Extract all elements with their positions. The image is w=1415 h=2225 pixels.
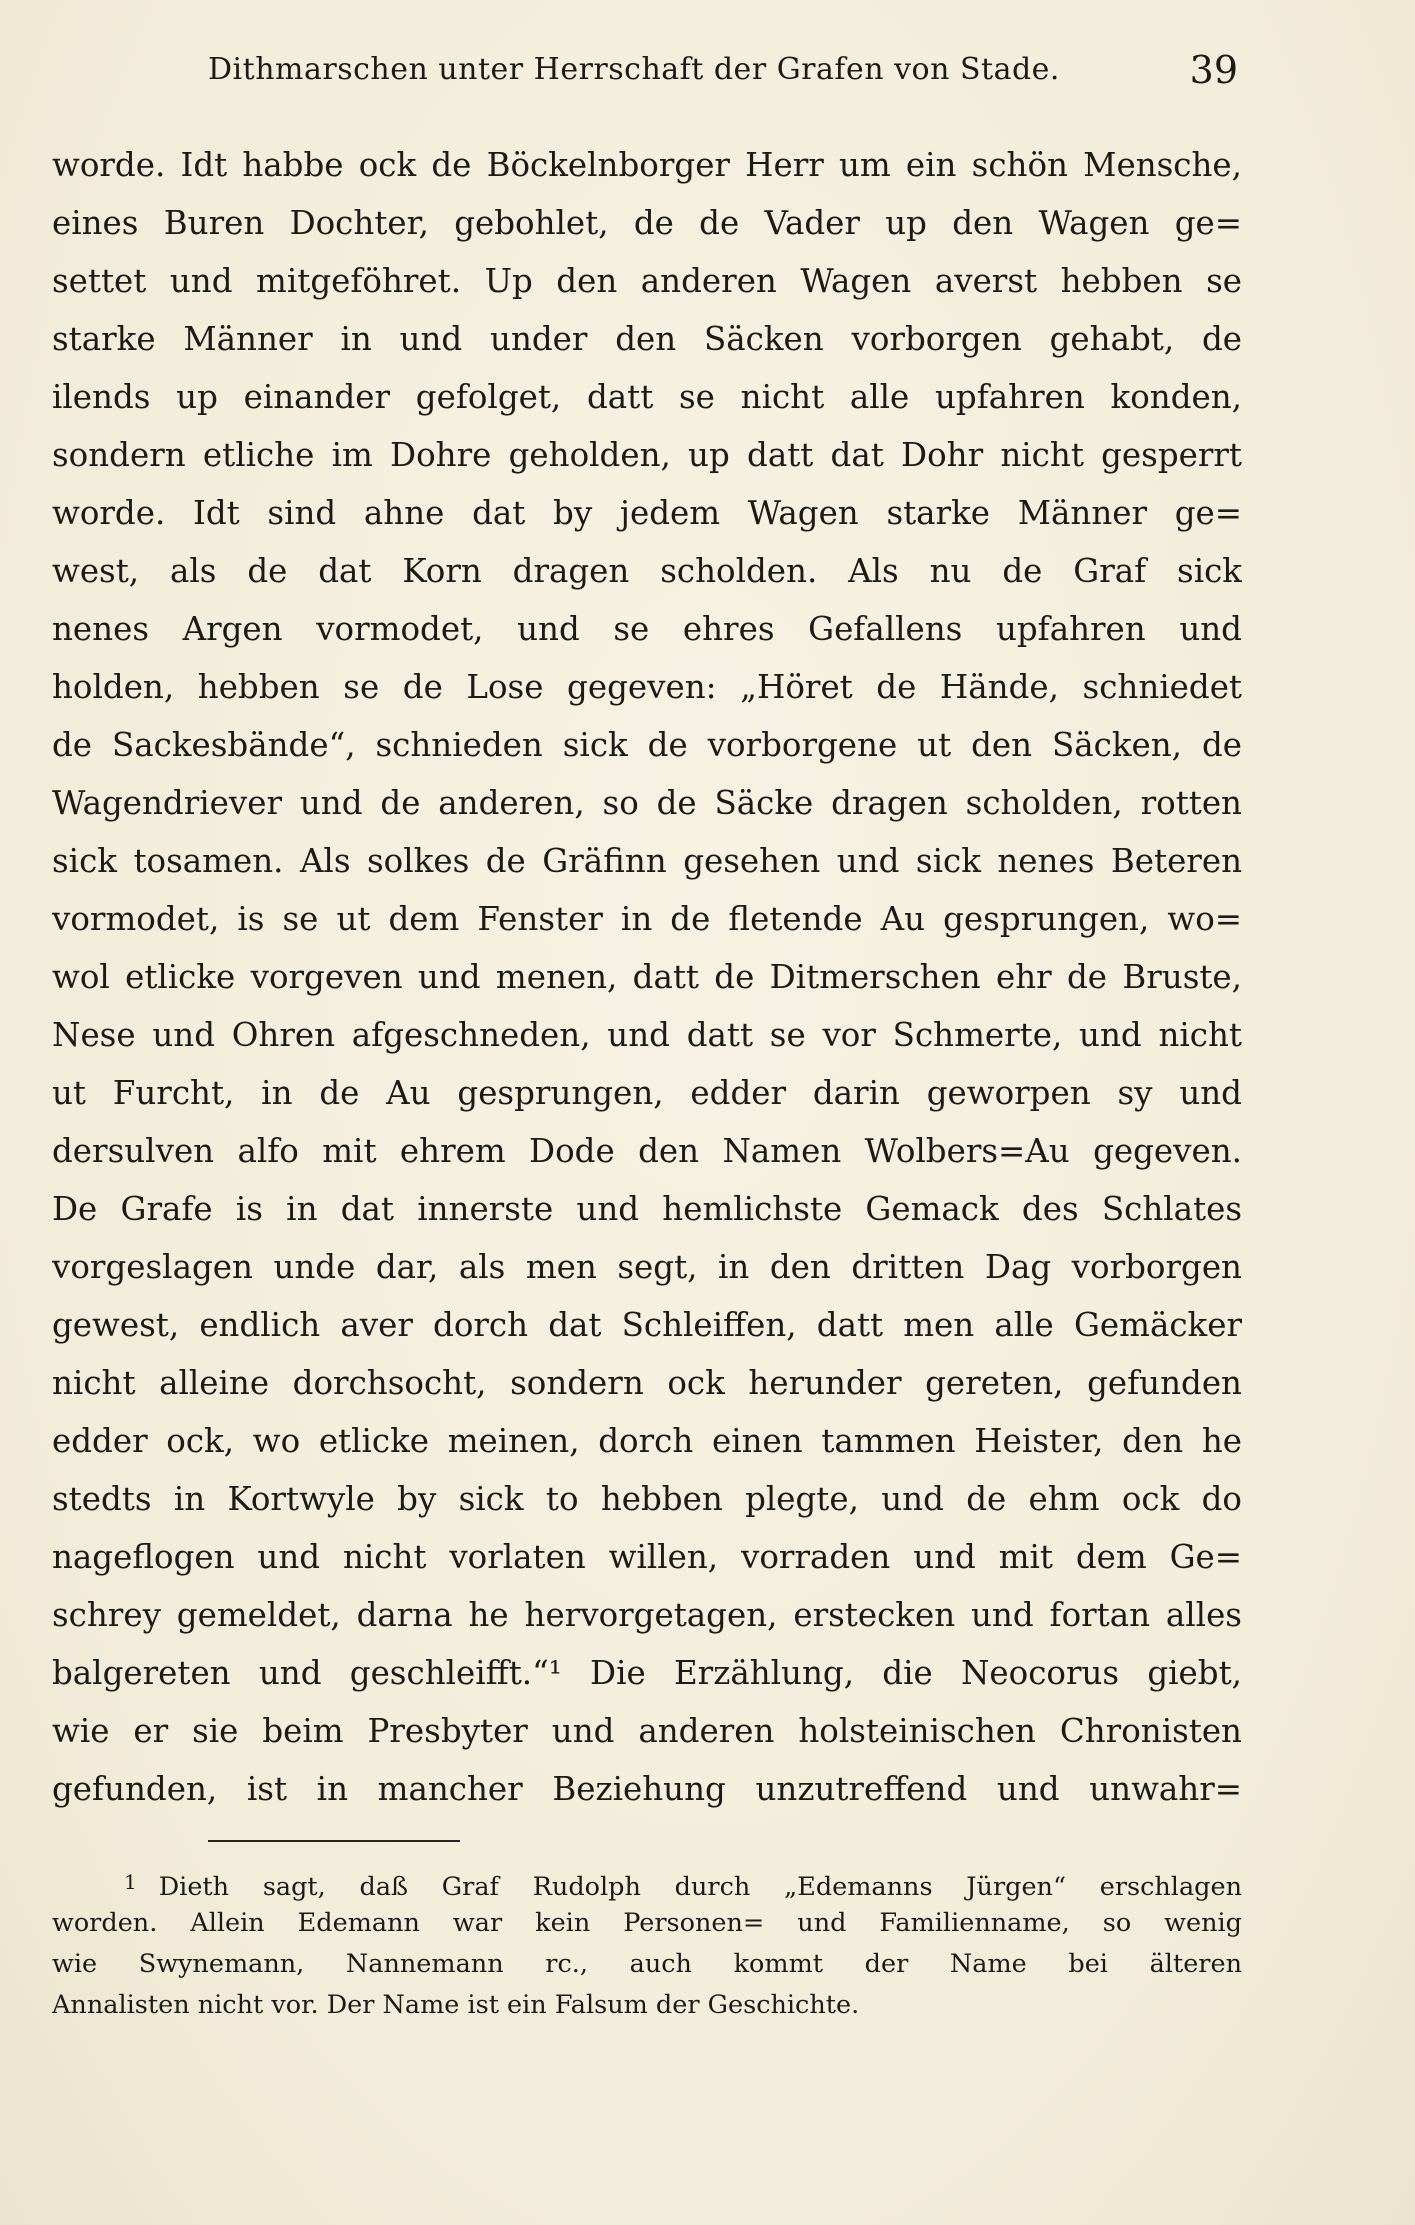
text-line: starke Männer in und under den Säcken vorborgen gehabt, de (52, 320, 1242, 358)
text-line: De Grafe is in dat innerste und hemlichste Gemack des Schlates (52, 1190, 1242, 1228)
text-line: wie er sie beim Presbyter und anderen holsteinischen Chronisten (52, 1712, 1242, 1750)
text-line: west, als de dat Korn dragen scholden. Als nu de Graf sick (52, 552, 1242, 590)
text-line: vormodet, is se ut dem Fenster in de fletende Au gesprungen, wo= (52, 900, 1242, 938)
text-line: balgereten und geschleifft.“¹ Die Erzählung, die Neocorus giebt, (52, 1654, 1242, 1692)
text-line: ut Furcht, in de Au gesprungen, edder darin geworpen sy und (52, 1074, 1242, 1112)
footnote-divider (208, 1840, 460, 1842)
text-line: de Sackesbände“, schnieden sick de vorborgene ut den Säcken, de (52, 726, 1242, 764)
text-line: sondern etliche im Dohre geholden, up datt dat Dohr nicht gesperrt (52, 436, 1242, 474)
footnote-line: wie Swynemann, Nannemann rc., auch kommt der Name bei älteren (52, 1949, 1242, 1979)
text-line: gewest, endlich aver dorch dat Schleiffen, datt men alle Gemäcker (52, 1306, 1242, 1344)
text-line: nicht alleine dorchsocht, sondern ock herunder gereten, gefunden (52, 1364, 1242, 1402)
footnote-marker: 1 (124, 1870, 137, 1894)
text-line: edder ock, wo etlicke meinen, dorch einen tammen Heister, den he (52, 1422, 1242, 1460)
text-line: nenes Argen vormodet, und se ehres Gefallens upfahren und (52, 610, 1242, 648)
page-header (208, 44, 1238, 100)
text-line: schrey gemeldet, darna he hervorgetagen, erstecken und fortan alles (52, 1596, 1242, 1634)
text-line: holden, hebben se de Lose gegeven: „Höret de Hände, schniedet (52, 668, 1242, 706)
text-line: wol etlicke vorgeven und menen, datt de Ditmerschen ehr de Bruste, (52, 958, 1242, 996)
footnote-line (52, 1862, 1242, 1903)
text-line: nageflogen und nicht vorlaten willen, vorraden und mit dem Ge= (52, 1538, 1242, 1576)
footnote-text: Dieth sagt, daß Graf Rudolph durch „Edemanns Jürgen“ erschlagen (158, 1872, 1242, 1902)
text-line: eines Buren Dochter, gebohlet, de de Vader up den Wagen ge= (52, 204, 1242, 242)
text-line: sick tosamen. Als solkes de Gräfinn gesehen und sick nenes Beteren (52, 842, 1242, 880)
text-line: stedts in Kortwyle by sick to hebben plegte, und de ehm ock do (52, 1480, 1242, 1518)
text-line: Nese und Ohren afgeschneden, und datt se vor Schmerte, und nicht (52, 1016, 1242, 1054)
text-line: Wagendriever und de anderen, so de Säcke dragen scholden, rotten (52, 784, 1242, 822)
main-text (52, 136, 1242, 1818)
footnote-line: worden. Allein Edemann war kein Personen= und Familienname, so wenig (52, 1908, 1242, 1938)
text-line: worde. Idt sind ahne dat by jedem Wagen starke Männer ge= (52, 494, 1242, 532)
text-line: worde. Idt habbe ock de Böckelnborger Herr um ein schön Mensche, (52, 146, 1242, 184)
page-number: 39 (1189, 48, 1238, 92)
footnote (52, 1862, 1242, 2026)
footnote-line: Annalisten nicht vor. Der Name ist ein Falsum der Geschichte. (52, 1990, 860, 2020)
text-line: ilends up einander gefolget, datt se nicht alle upfahren konden, (52, 378, 1242, 416)
running-title: Dithmarschen unter Herrschaft der Grafen von Stade. (208, 52, 1060, 87)
text-line: dersulven alfo mit ehrem Dode den Namen Wolbers=Au gegeven. (52, 1132, 1242, 1170)
text-line: vorgeslagen unde dar, als men segt, in den dritten Dag vorborgen (52, 1248, 1242, 1286)
text-line: gefunden, ist in mancher Beziehung unzutreffend und unwahr= (52, 1770, 1242, 1808)
text-line: settet und mitgeföhret. Up den anderen Wagen averst hebben se (52, 262, 1242, 300)
